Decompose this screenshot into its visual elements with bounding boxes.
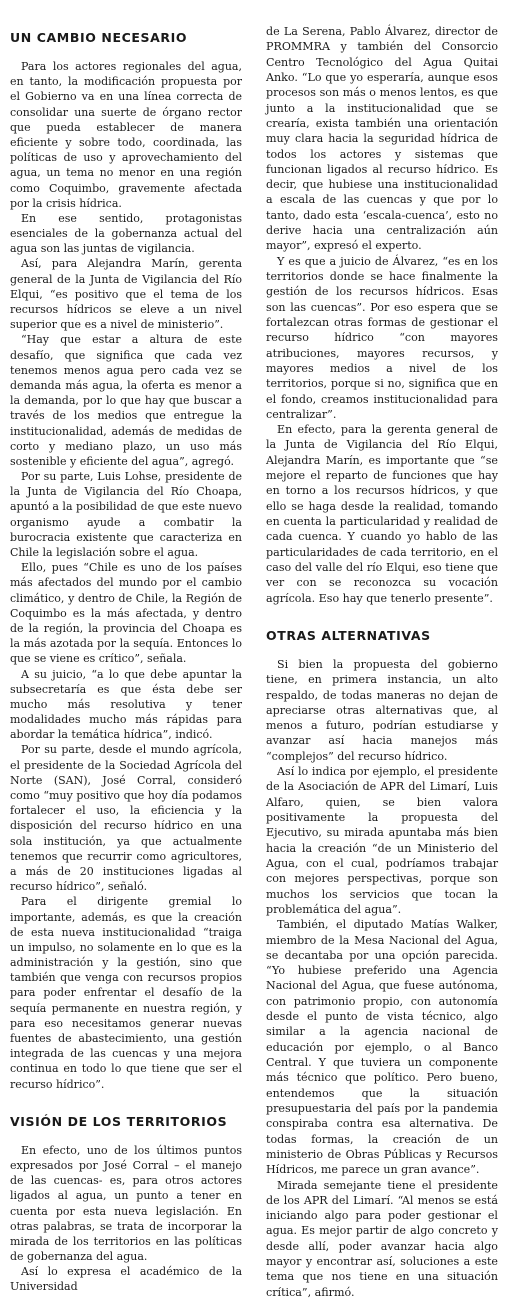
right-column [266,24,498,1300]
paragraph: Mirada semejante tiene el presidente de los APR del Limarí. “Al menos se está iniciando algo para poder gestionar el agua. Es mejor partir de algo concreto y desde allí, poder avanzar hacia algo mayor y encontrar así, soluciones a este tema que nos tiene en una situación crítica”, afirmó. [266,1178,498,1299]
paragraph: También, el diputado Matías Walker, miembro de la Mesa Nacional del Agua, se decantaba por una opción parecida. “Yo hubiese preferido una Agencia Nacional del Agua, que fuese autónoma, con patrimonio propio, con autonomía desde el punto de vista técnico, algo similar a la agencia nacional de educación por ejemplo, o al Banco Central. Y que tuviera un componente más técnico que político. Pero bueno, entendemos que la situación presupuestaria del país por la pandemia conspiraba contra esa alternativa. De todas formas, la creación de un ministerio de Obras Públicas y Recursos Hídricos, me parece un gran avance”. [266,918,498,1177]
paragraph: Así, para Alejandra Marín, gerenta general de la Junta de Vigilancia del Río Elqui, “es positivo que el tema de los recursos hídricos se eleve a un nivel superior que es a nivel de ministerio”. [10,257,242,332]
section-heading: VISIÓN DE LOS TERRITORIOS [10,1113,228,1129]
paragraph: En efecto, uno de los últimos puntos expresados por José Corral – el manejo de las cuencas- es, para otros actores ligados al agua, un punto a tener en cuenta por esta nueva legislación. En otras palabras, se trata de incorporar la mirada de los territorios en las políticas de gobernanza del agua. [10,1143,242,1264]
left-column [10,27,242,1295]
section-heading: UN CAMBIO NECESARIO [10,30,188,45]
paragraph: Para el dirigente gremial lo importante, además, es que la creación de esta nueva institucionalidad “traiga un impulso, no solamente en lo que es la administración y la gestión, sino que también que venga con recursos propios para poder enfrentar el desafío de la sequía permanente en nuestra región, y para eso necesitamos generar nuevas fuentes de abastecimiento, una gestión integrada de las cuencas y una mejora continua en todo lo que tiene que ser el recurso hídrico”. [10,895,242,1091]
paragraph: Por su parte, desde el mundo agrícola, el presidente de la Sociedad Agrícola del Norte (SAN), José Corral, consideró como “muy positivo que hoy día podamos fortalecer el uso, la eficiencia y la disposición del recurso hídrico en una sola institución, ya que actualmente tenemos que recurrir como agricultores, a más de 20 instituciones ligadas al recurso hídrico”, señaló. [10,743,242,894]
section-gap [266,606,498,625]
paragraph: Así lo expresa el académico de la Universidad [10,1265,242,1294]
paragraph: Si bien la propuesta del gobierno tiene, en primera instancia, un alto respaldo, de todas maneras no dejan de apreciarse otras alternativas que, al menos a futuro, podrían estudiarse y avanzar así hacia manejos más “complejos” del recurso hídrico. [266,657,498,763]
paragraph: En efecto, para la gerenta general de la Junta de Vigilancia del Río Elqui, Alejandra Marín, es importante que “se mejore el reparto de funciones que hay en torno a los recursos hídricos, y que ello se haga desde la realidad, tomando en cuenta la particularidad y realidad de cada cuenca. Y cuando yo hablo de las particularidades de cada territorio, en el caso del valle del río Elqui, eso tiene que ver con se reconozca su vocación agrícola. Eso hay que tenerlo presente”. [266,423,498,605]
continued-paragraph: de La Serena, Pablo Álvarez, director de PROMMRA y también del Consorcio Centro Tecnológico del Agua Quitai Anko. “Lo que yo esperaría, aunque esos procesos son más o menos lentos, es que junto a la institucionalidad que se crearía, exista también una orientación muy clara hacia la seguridad hídrica de todos los actores y sistemas que funcionan ligados al recurso hídrico. Es decir, que hubiese una institucionalidad a escala de las cuencas y que por lo tanto, dado esta ‘escala-cuenca’, esto no derive hacia una centralización aún mayor”, expresó el experto. [266,25,498,253]
section-gap [10,1092,242,1111]
paragraph: A su juicio, “a lo que debe apuntar la subsecretaría es que ésta debe ser mucho más resolutiva y tener modalidades mucho más rápidas para abordar la temática hídrica”, indicó. [10,667,242,742]
paragraph: Ello, pues “Chile es uno de los países más afectados del mundo por el cambio climático, y dentro de Chile, la Región de Coquimbo es la más afectada, y dentro de la región, la provincia del Choapa es la más azotada por la sequía. Entonces lo que se viene es crítico”, señala. [10,561,242,666]
paragraph: “Hay que estar a altura de este desafío, que significa que cada vez tenemos menos agua pero cada vez se demanda más agua, la oferta es menor a la demanda, por lo que hay que buscar a través de los medios que entregue la institucionalidad, además de medidas de corto y mediano plazo, un uso más sostenible y eficiente del agua”, agregó. [10,333,242,468]
paragraph: Y es que a juicio de Álvarez, “es en los territorios donde se hace finalmente la gestión de los recursos hídricos. Esas son las cuencas”. Por eso espera que se fortalezcan otras formas de gestionar el recurso hídrico “con mayores atribuciones, mayores recursos, y mayores medios a nivel de los territorios, porque si no, significa que en el fondo, creamos institucionalidad para centralizar”. [266,254,498,421]
paragraph: Por su parte, Luis Lohse, presidente de la Junta de Vigilancia del Río Choapa, apuntó a la posibilidad de que este nuevo organismo ayude a combatir la burocracia existente que caracteriza en Chile la legislación sobre el agua. [10,470,242,559]
paragraph: En ese sentido, protagonistas esenciales de la gobernanza actual del agua son las juntas de vigilancia. [10,211,242,256]
paragraph: Para los actores regionales del agua, en tanto, la modificación propuesta por el Gobierno va en una línea correcta de consolidar una suerte de órgano rector que pueda establecer de manera eficiente y sobre todo, coordinada, las políticas de uso y aprovechamiento del agua, un tema no menor en una región como Coquimbo, gravemente afectada por la crisis hídrica. [10,60,242,210]
section-heading: OTRAS ALTERNATIVAS [266,627,431,643]
paragraph: Así lo indica por ejemplo, el presidente de la Asociación de APR del Limarí, Luis Alfaro, quien, se bien valora positivamente la propuesta del Ejecutivo, su mirada apuntaba más bien hacia la creación “de un Ministerio del Agua, con el cual, podríamos trabajar con mejores perspectivas, porque son muchos los servicios que tocan la problemática del agua”. [266,765,498,916]
